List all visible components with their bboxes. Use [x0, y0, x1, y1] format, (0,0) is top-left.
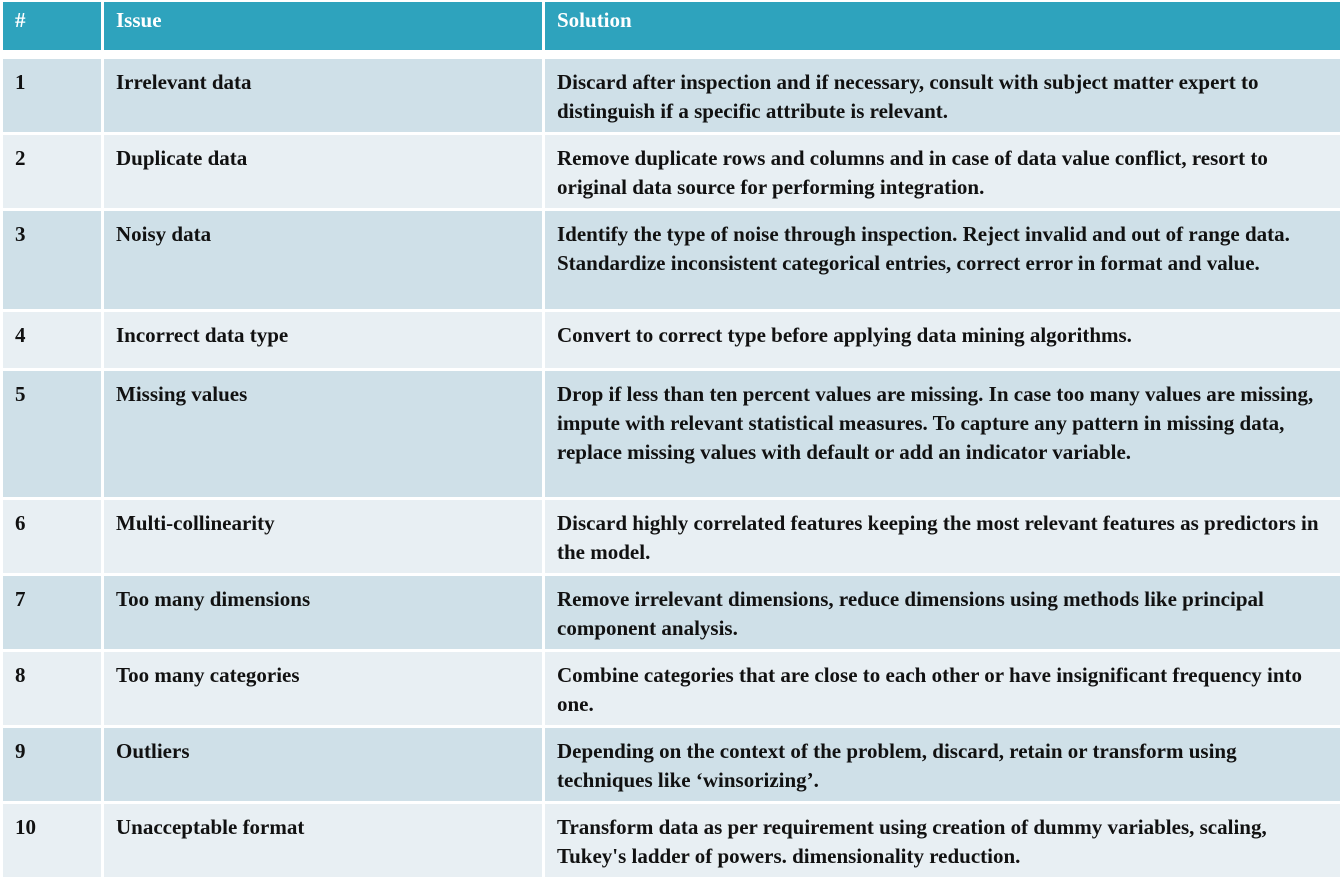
row-num: 2: [3, 135, 101, 208]
row-solution: Discard highly correlated features keeping the most relevant features as predictors in the model.: [545, 500, 1340, 573]
table-row: [3, 804, 1340, 877]
table-row: [3, 500, 1340, 573]
row-issue: Duplicate data: [104, 135, 542, 208]
row-issue: Outliers: [104, 728, 542, 801]
row-issue: Irrelevant data: [104, 59, 542, 132]
row-num: 8: [3, 652, 101, 725]
row-solution: Drop if less than ten percent values are missing. In case too many values are missing, impute with relevant statistical measures. To capture any pattern in missing data, replace missing values with default or add an indicator variable.: [545, 371, 1340, 497]
row-solution: Discard after inspection and if necessary, consult with subject matter expert to distinguish if a specific attribute is relevant.: [545, 59, 1340, 132]
header-row: [3, 2, 1340, 50]
row-num: 10: [3, 804, 101, 877]
table-row: [3, 135, 1340, 208]
table-row: [3, 59, 1340, 132]
table-row: [3, 371, 1340, 497]
row-num: 7: [3, 576, 101, 649]
row-solution: Identify the type of noise through inspection. Reject invalid and out of range data. Standardize inconsistent categorical entries, correct error in format and value.: [545, 211, 1340, 309]
row-solution: Remove irrelevant dimensions, reduce dimensions using methods like principal component analysis.: [545, 576, 1340, 649]
row-issue: Multi-collinearity: [104, 500, 542, 573]
row-num: 1: [3, 59, 101, 132]
table-row: [3, 312, 1340, 368]
table-row: [3, 576, 1340, 649]
row-issue: Too many categories: [104, 652, 542, 725]
table-row: [3, 652, 1340, 725]
row-issue: Noisy data: [104, 211, 542, 309]
row-solution: Combine categories that are close to each other or have insignificant frequency into one.: [545, 652, 1340, 725]
row-solution: Remove duplicate rows and columns and in case of data value conflict, resort to original data source for performing integration.: [545, 135, 1340, 208]
row-issue: Too many dimensions: [104, 576, 542, 649]
table-row: [3, 728, 1340, 801]
row-issue: Incorrect data type: [104, 312, 542, 368]
row-num: 5: [3, 371, 101, 497]
row-num: 6: [3, 500, 101, 573]
row-issue: Unacceptable format: [104, 804, 542, 877]
header-issue: Issue: [104, 2, 542, 50]
header-num: #: [3, 2, 101, 50]
row-issue: Missing values: [104, 371, 542, 497]
row-solution: Transform data as per requirement using creation of dummy variables, scaling, Tukey's ladder of powers. dimensionality reduction.: [545, 804, 1340, 877]
row-num: 9: [3, 728, 101, 801]
header-solution: Solution: [545, 2, 1340, 50]
table-row: [3, 211, 1340, 309]
row-num: 4: [3, 312, 101, 368]
header-separator: [3, 53, 1340, 56]
row-solution: Depending on the context of the problem, discard, retain or transform using techniques like ‘winsorizing’.: [545, 728, 1340, 801]
row-solution: Convert to correct type before applying data mining algorithms.: [545, 312, 1340, 368]
row-num: 3: [3, 211, 101, 309]
